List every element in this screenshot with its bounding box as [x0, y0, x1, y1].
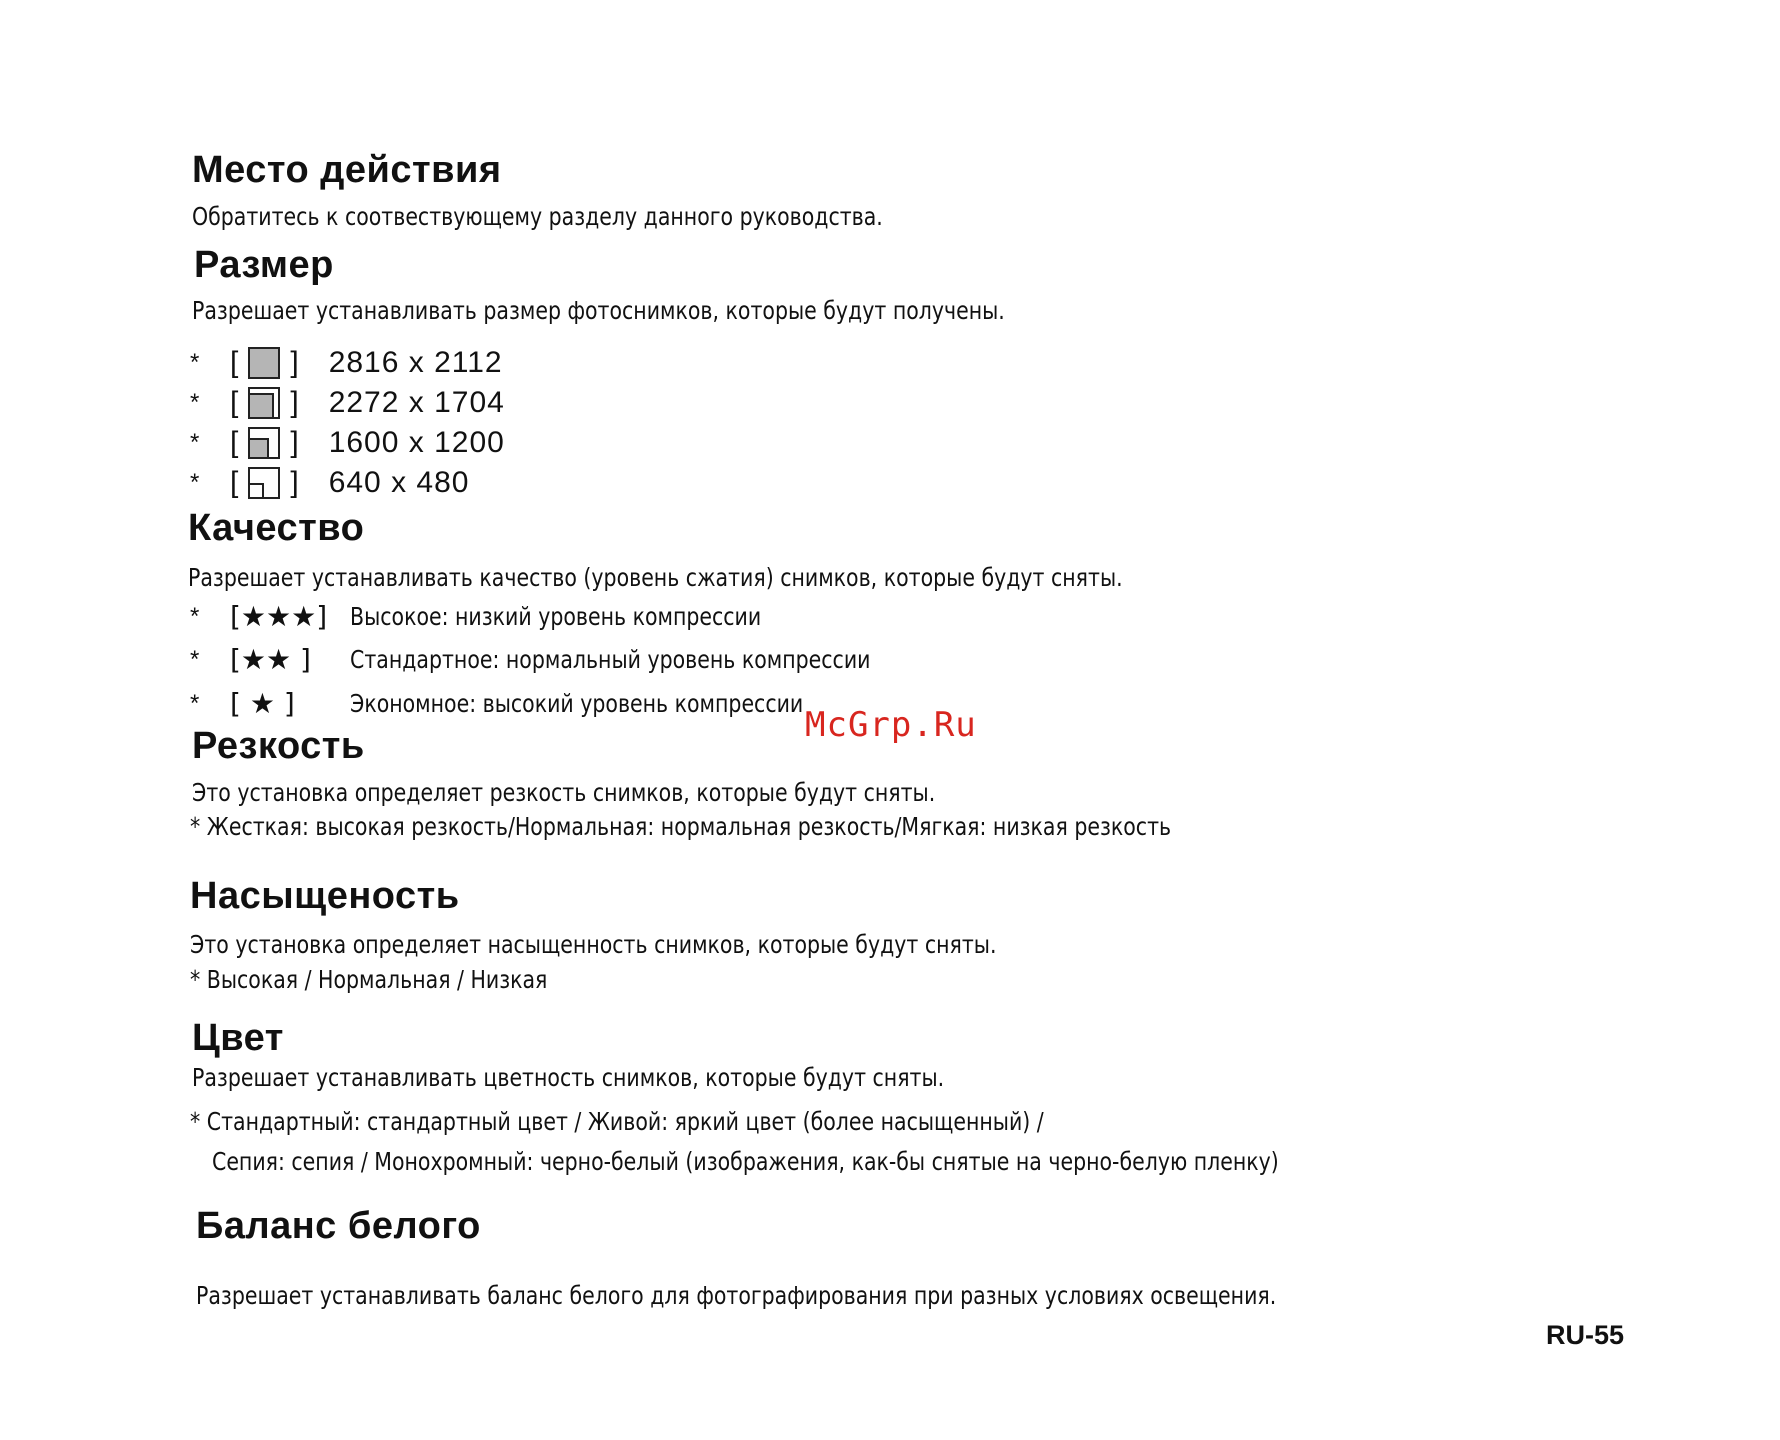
size-option: * [ ] 2272 x 1704 [190, 383, 505, 423]
color-options-line1: * Стандартный: стандартный цвет / Живой: яркий цвет (более насыщенный) / [190, 1107, 1044, 1136]
size-large-icon [248, 347, 280, 379]
size-value: 2272 x 1704 [328, 386, 505, 419]
size-small-icon [248, 427, 280, 459]
saturation-options: * Высокая / Нормальная / Низкая [190, 965, 548, 994]
sharpness-options: * Жесткая: высокая резкость/Нормальная: нормальная резкость/Мягкая: низкая резкость [190, 812, 1172, 841]
size-vga-icon [248, 467, 280, 499]
section-title-color: Цвет [192, 1017, 284, 1059]
star-rating-icon: [ ★ ] [230, 687, 295, 720]
size-medium-icon [248, 387, 280, 419]
bullet: * [190, 349, 200, 376]
section-title-white-balance: Баланс белого [196, 1205, 481, 1247]
section-text-scene: Обратитесь к соотвествующему разделу данного руководства. [192, 202, 883, 231]
section-text-white-balance: Разрешает устанавливать баланс белого для фотографирования при разных условиях освещения. [196, 1281, 1277, 1310]
size-option: * [ ] 640 x 480 [190, 463, 469, 503]
section-text-saturation: Это установка определяет насыщенность снимков, которые будут сняты. [190, 930, 997, 959]
quality-description: Экономное: высокий уровень компрессии [350, 689, 804, 718]
section-title-saturation: Насыщеность [190, 875, 460, 917]
watermark: McGrp.Ru [805, 705, 977, 745]
bullet: * [190, 389, 200, 416]
star-rating-icon: [★★★] [230, 600, 328, 633]
size-value: 1600 x 1200 [328, 426, 505, 459]
bullet: * [190, 689, 200, 717]
section-title-size: Размер [194, 244, 334, 286]
bullet: * [190, 645, 200, 673]
quality-option [190, 600, 851, 633]
color-options-line2: Сепия: сепия / Монохромный: черно-белый (изображения, как-бы снятые на черно-белую пленку) [212, 1147, 1279, 1176]
size-option: * [ ] 1600 x 1200 [190, 423, 505, 463]
section-title-sharpness: Резкость [192, 725, 365, 767]
size-value: 640 x 480 [328, 466, 470, 499]
size-value: 2816 x 2112 [328, 346, 503, 379]
quality-option [190, 687, 903, 720]
bullet: * [190, 429, 200, 456]
size-option: * [ ] 2816 x 2112 [190, 343, 503, 383]
section-text-sharpness: Это установка определяет резкость снимков, которые будут сняты. [192, 778, 936, 807]
quality-description: Высокое: низкий уровень компрессии [350, 602, 762, 631]
section-text-size: Разрешает устанавливать размер фотоснимков, которые будут получены. [192, 296, 1005, 325]
section-title-quality: Качество [188, 507, 365, 549]
section-text-quality: Разрешает устанавливать качество (уровень сжатия) снимков, которые будут сняты. [188, 563, 1123, 592]
section-text-color: Разрешает устанавливать цветность снимков, которые будут сняты. [192, 1063, 945, 1092]
bullet: * [190, 602, 200, 630]
quality-description: Стандартное: нормальный уровень компрессии [350, 645, 871, 674]
quality-option [190, 643, 985, 676]
page-number: RU-55 [1546, 1320, 1625, 1350]
section-title-scene: Место действия [192, 149, 502, 191]
bullet: * [190, 469, 200, 496]
star-rating-icon: [★★ ] [230, 643, 311, 676]
